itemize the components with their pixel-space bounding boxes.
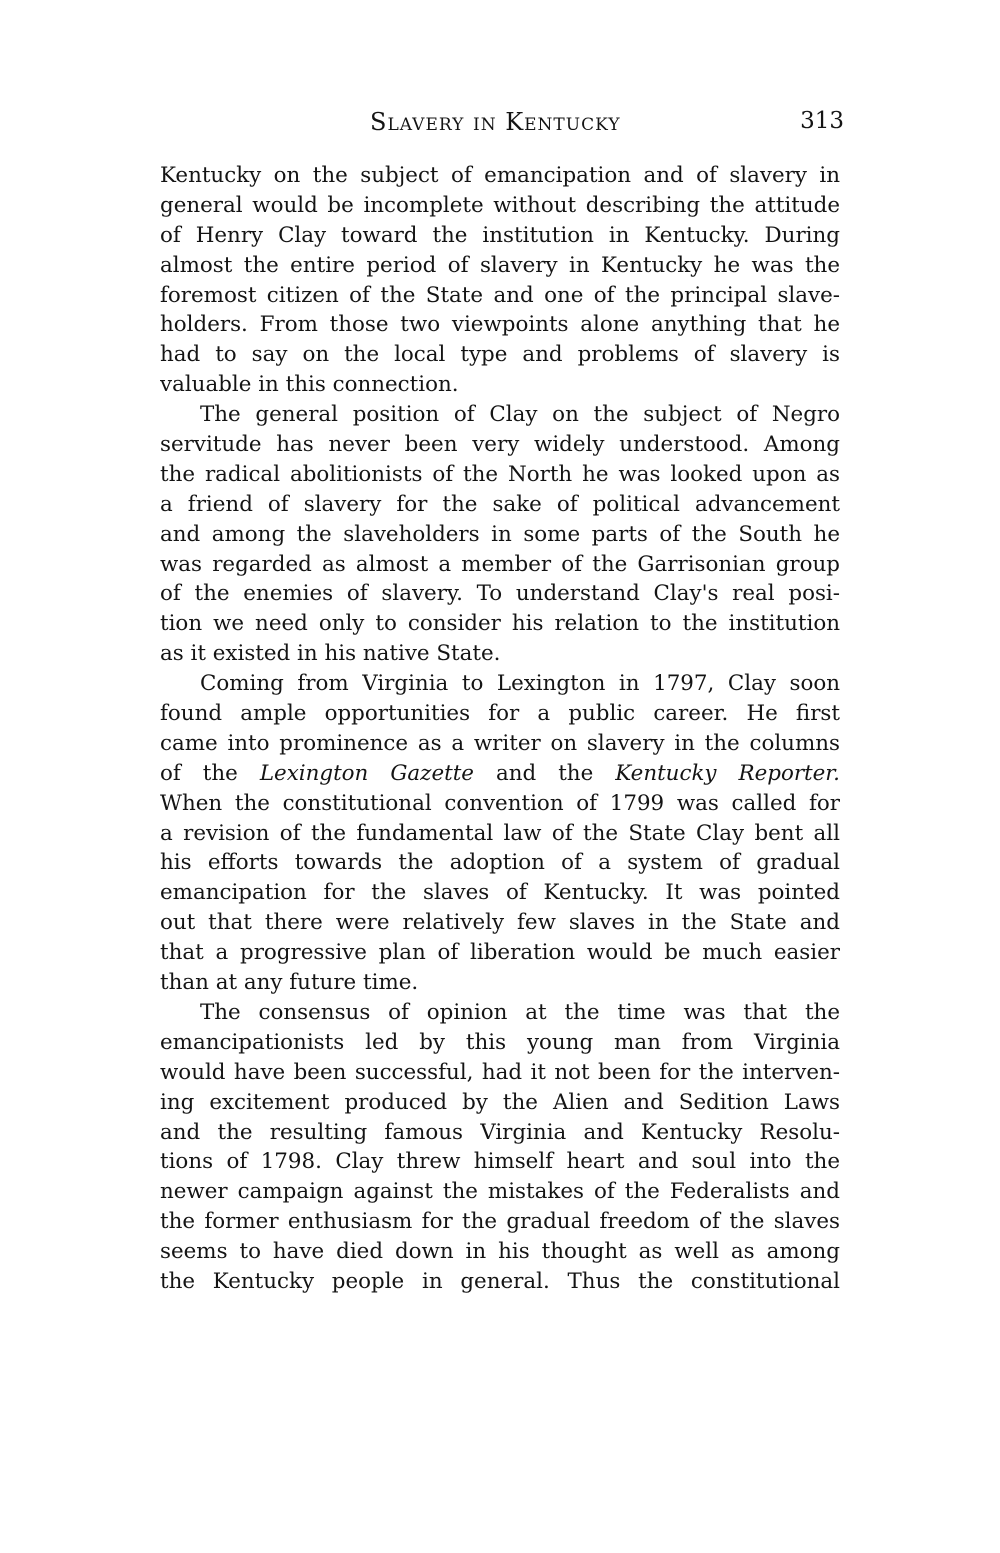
text-line: than at any future time. (160, 970, 419, 996)
text-line: When the constitutional convention of 1799 was called for (160, 790, 840, 816)
text-line: Kentucky on the subject of emancipation and of slavery in (160, 163, 840, 188)
text-line: holders. From those two viewpoints alone anything that he (160, 312, 840, 338)
text-line: as it existed in his native State. (160, 641, 501, 667)
text-line: The general position of Clay on the subject of Negro (200, 402, 840, 428)
text-line: valuable in this connection. (160, 372, 459, 398)
text-line: that a progressive plan of liberation would be much easier (160, 940, 840, 966)
text-run: of the (160, 760, 238, 786)
text-line: emancipation for the slaves of Kentucky. It was pointed (160, 880, 840, 906)
text-line: of the enemies of slavery. To understand Clay's real posi- (160, 581, 840, 607)
text-line: and the resulting famous Virginia and Kentucky Resolu- (160, 1119, 840, 1145)
text-line: foremost citizen of the State and one of the principal slave- (160, 282, 840, 308)
newspaper-title: Kentucky Reporter. (615, 760, 840, 786)
text-line: newer campaign against the mistakes of the Federalists and (160, 1179, 840, 1205)
text-line: was regarded as almost a member of the Garrisonian group (160, 551, 840, 577)
text-line: would have been successful, had it not been for the interven- (160, 1059, 840, 1085)
body-text (160, 161, 840, 1297)
text-line: tions of 1798. Clay threw himself heart and soul into the (160, 1149, 840, 1175)
running-title: Slavery in Kentucky (370, 108, 621, 136)
text-line: The consensus of opinion at the time was that the (200, 999, 840, 1025)
text-line: came into prominence as a writer on slavery in the columns (160, 730, 840, 756)
text-line: almost the entire period of slavery in Kentucky he was the (160, 252, 840, 278)
text-line: found ample opportunities for a public career. He first (160, 701, 840, 727)
text-line: Coming from Virginia to Lexington in 1797, Clay soon (200, 671, 840, 697)
text-line: the Kentucky people in general. Thus the constitutional (160, 1268, 840, 1294)
text-line: emancipationists led by this young man from Virginia (160, 1029, 840, 1055)
text-line: a revision of the fundamental law of the State Clay bent all (160, 820, 840, 846)
text-line: and among the slaveholders in some parts of the South he (160, 521, 840, 547)
newspaper-title: Lexington Gazette (259, 760, 474, 786)
text-line: his efforts towards the adoption of a system of gradual (160, 850, 840, 876)
text-line: servitude has never been very widely understood. Among (160, 432, 840, 458)
text-line: had to say on the local type and problems of slavery is (160, 342, 840, 368)
running-head (160, 108, 850, 142)
text-line: of Henry Clay toward the institution in Kentucky. During (160, 222, 840, 248)
text-line: seems to have died down in his thought as well as among (160, 1239, 840, 1265)
text-line: ing excitement produced by the Alien and Sedition Laws (160, 1089, 840, 1115)
text-line: general would be incomplete without describing the attitude (160, 192, 840, 218)
text-line-with-italics (160, 759, 840, 789)
page-number: 313 (800, 108, 844, 134)
text-line: tion we need only to consider his relation to the institution (160, 611, 840, 637)
text-run: and the (495, 760, 594, 786)
text-line: the former enthusiasm for the gradual freedom of the slaves (160, 1209, 840, 1235)
text-line: out that there were relatively few slaves in the State and (160, 910, 840, 936)
text-line: a friend of slavery for the sake of political advancement (160, 491, 840, 517)
text-line: the radical abolitionists of the North he was looked upon as (160, 461, 840, 487)
